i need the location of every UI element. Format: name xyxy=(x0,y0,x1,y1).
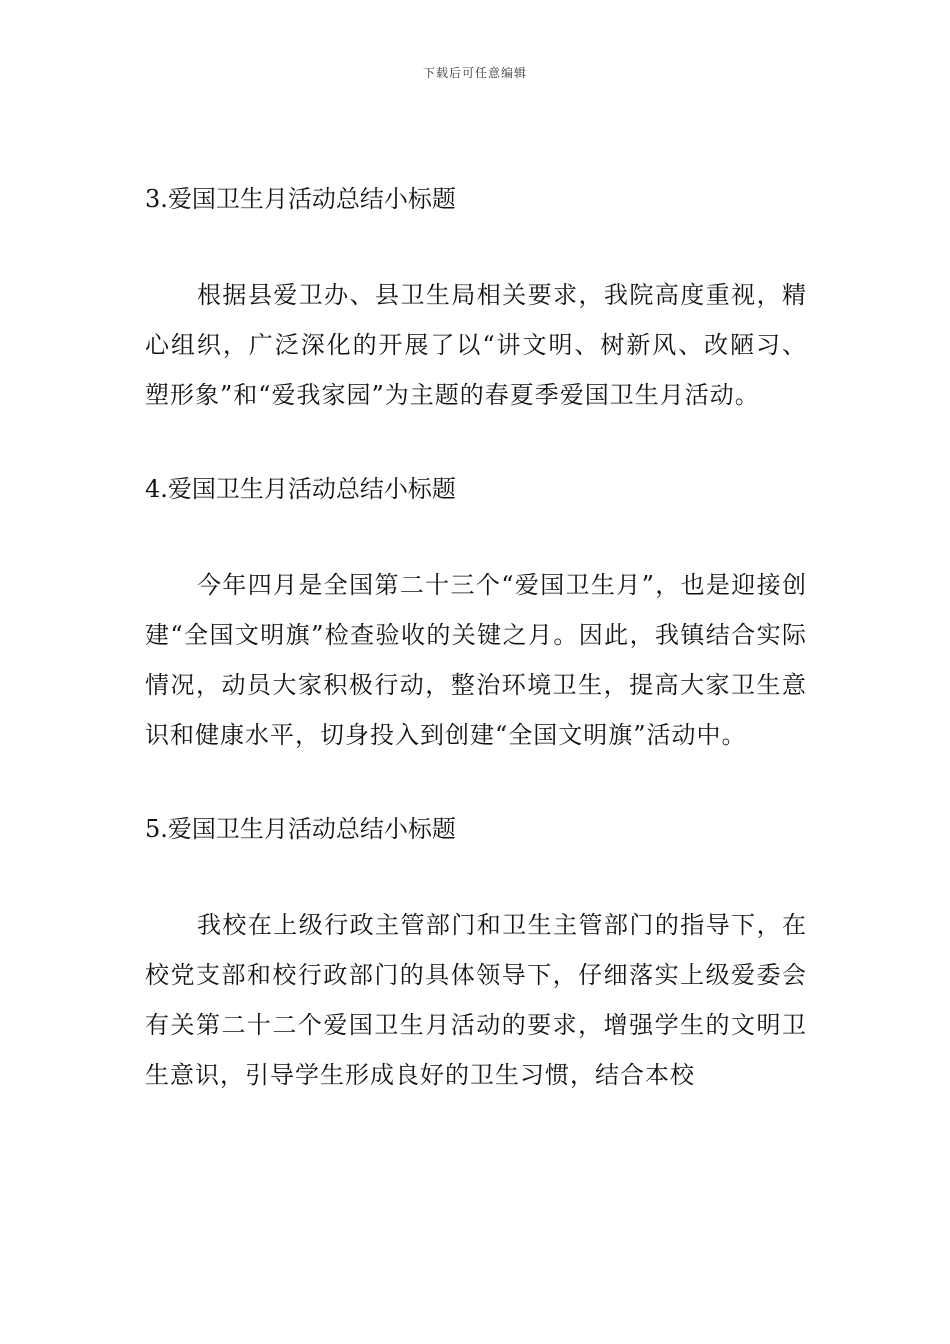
section-3-heading: 3.爱国卫生月活动总结小标题 xyxy=(145,185,456,213)
document-body xyxy=(145,178,807,1100)
page-header: 下载后可任意编辑 xyxy=(422,66,527,80)
section-3-paragraph: 根据县爱卫办、县卫生局相关要求，我院高度重视，精心组织，广泛深化的开展了以“讲文明、树新风、改陋习、塑形象”和“爱我家园”为主题的春夏季爱国卫生月活动。 xyxy=(145,281,807,409)
section-5-heading: 5.爱国卫生月活动总结小标题 xyxy=(145,815,456,843)
section-4-paragraph: 今年四月是全国第二十三个“爱国卫生月”，也是迎接创建“全国文明旗”检查验收的关键之月。因此，我镇结合实际情况，动员大家积极行动，整治环境卫生，提高大家卫生意识和健康水平，切身投入到创建“全国文明旗”活动中。 xyxy=(145,571,807,749)
section-5-paragraph: 我校在上级行政主管部门和卫生主管部门的指导下，在校党支部和校行政部门的具体领导下，仔细落实上级爱委会有关第二十二个爱国卫生月活动的要求，增强学生的文明卫生意识，引导学生形成良好的卫生习惯，结合本校 xyxy=(145,911,807,1089)
section-4-heading: 4.爱国卫生月活动总结小标题 xyxy=(145,475,456,503)
